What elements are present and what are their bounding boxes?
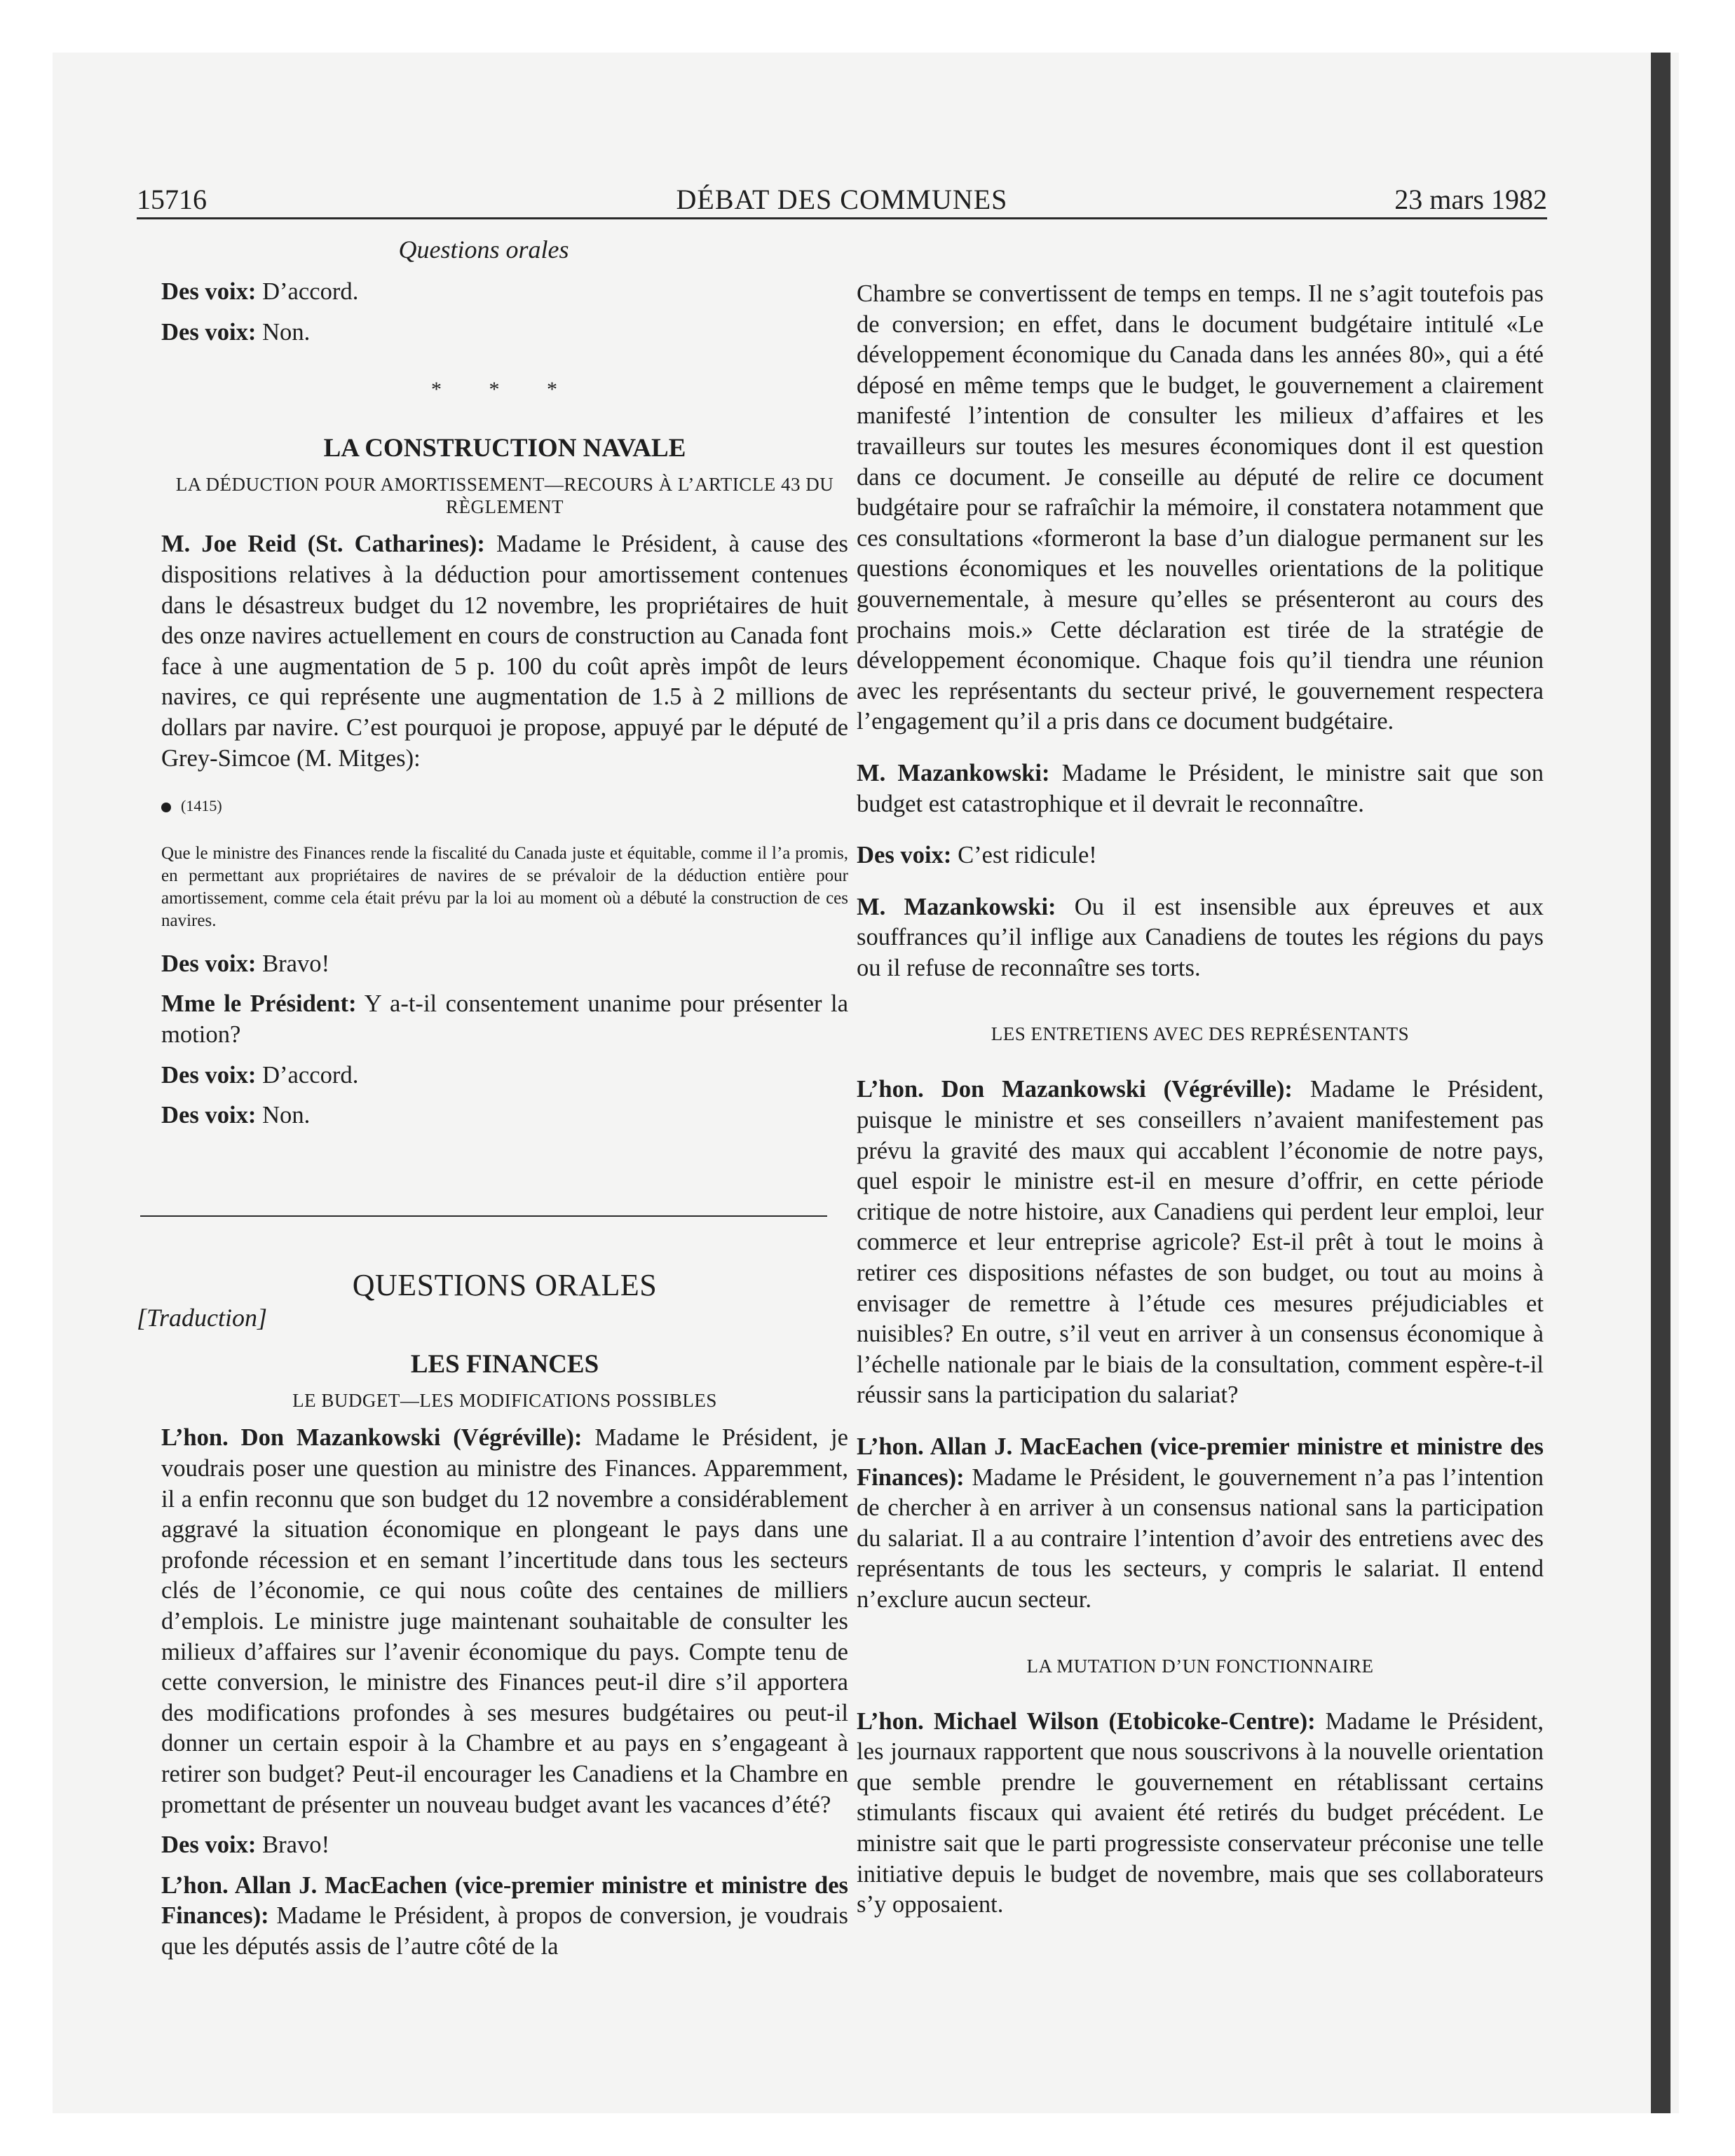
paragraph [161, 1423, 848, 1820]
paragraph [857, 892, 1544, 984]
speaker: M. Joe Reid (St. Catharines): [161, 531, 485, 558]
speaker: Mme le Président: [161, 990, 357, 1018]
paragraph [161, 949, 848, 980]
paragraph [161, 989, 848, 1050]
speech: Madame le Président, le gouvernement n’a pas l’intention de chercher à en arriver à un consensus national sans la participation du salariat. Il a au contraire l’intention d’avoir des entretiens avec des représentants de tous les secteurs, y compris le salariat. Il entend n’exclure aucun secteur. [857, 1464, 1544, 1613]
speaker: Des voix: [161, 318, 257, 346]
left-column [137, 277, 849, 1963]
paragraph [161, 529, 848, 774]
speaker: Des voix: [857, 842, 952, 869]
running-section-title: Questions orales [398, 236, 569, 264]
speaker: L’hon. Don Mazankowski (Végréville): [161, 1424, 583, 1452]
paragraph [161, 1830, 848, 1861]
paragraph [857, 840, 1544, 871]
speaker: Des voix: [161, 1102, 257, 1129]
paragraph [161, 1871, 848, 1963]
section-heading: LES FINANCES [410, 1349, 599, 1379]
paragraph [857, 758, 1544, 819]
section-separator: * * * [431, 378, 578, 402]
publication-title: DÉBAT DES COMMUNES [676, 184, 1008, 215]
page-number: 15716 [137, 184, 207, 215]
speech: Madame le Président, puisque le ministre et ses conseillers n’avaient manifestement pas prévu la gravité des maux qui accablent l’économie de notre pays, quel espoir le ministre est-il en mesure d’offrir, en cette période critique de notre histoire, aux Canadiens qui perdent leur emploi, leur commerce et leur entreprise agricole? Est-il prêt à tout le moins à retirer ces dispositions néfastes de son budget, ou tout au moins à envisager de remettre à l’étude ces mesures préjudiciables et nuisibles? En outre, s’il veut en arriver à un consensus économique à l’échelle nationale par le biais de la consultation, comment espère-t-il réussir sans la participation du salariat? [857, 1076, 1544, 1409]
speech: Madame le Président, à propos de conversion, je voudrais que les députés assis de l’autre côté de la [161, 1902, 848, 1960]
scan-edge-bar [1651, 53, 1671, 2113]
paragraph [161, 1100, 848, 1131]
speaker: L’hon. Allan J. MacEachen (vice-premier ministre et ministre des Finances): [161, 1871, 848, 1930]
right-column [857, 279, 1544, 1920]
section-subheading: LA DÉDUCTION POUR AMORTISSEMENT—RECOURS À L’ARTICLE 43 DU RÈGLEMENT [175, 474, 834, 518]
major-heading: QUESTIONS ORALES [352, 1267, 658, 1302]
speech: Ou il est insensible aux épreuves et aux souffrances qu’il inflige aux Canadiens de toutes les régions du pays ou il refuse de reconnaître ses torts. [857, 893, 1544, 981]
speech: Bravo! [256, 950, 330, 977]
speech: Madame le Président, les journaux rapportent que nous souscrivons à la nouvelle orientation que semble prendre le gouvernement en rétablissant certains stimulants fiscaux qui avaient été retirés du budget précédent. Le ministre sait que le parti progressiste conservateur préconise une telle initiative depuis le budget de novembre, mais que ses collaborateurs s’y opposaient. [857, 1707, 1544, 1918]
motion-text: Que le ministre des Finances rende la fiscalité du Canada juste et équitable, comme il l’a promis, en permettant aux propriétaires de navires de se prévaloir de la déduction entière pour amortissement, comme cela était prévu par la loi au moment où a débuté la construction de ces navires. [161, 843, 848, 930]
speech: Madame le Président, à cause des dispositions relatives à la déduction pour amortissement contenues dans le désastreux budget du 12 novembre, les propriétaires de huit des onze navires actuellement en cours de construction au Canada font face à une augmentation de 5 p. 100 du coût après impôt de leurs navires, ce qui représente une augmentation de 1.5 à 2 millions de dollars par navire. C’est pourquoi je propose, appuyé par le député de Grey-Simcoe (M. Mitges): [161, 531, 848, 772]
speech: Madame le Président, le ministre sait que son budget est catastrophique et il devrait le reconnaître. [857, 759, 1544, 817]
horizontal-rule [140, 1215, 827, 1217]
translation-note: [Traduction] [137, 1304, 268, 1332]
paragraph [161, 277, 848, 308]
paragraph [161, 1060, 848, 1091]
section-subheading: LA MUTATION D’UN FONCTIONNAIRE [1026, 1655, 1374, 1677]
speech: Madame le Président, je voudrais poser une question au ministre des Finances. Apparemment, il a enfin reconnu que son budget du 12 novembre a considérablement aggravé la situation économique en plongeant le pays dans une profonde récession et en semant l’incertitude dans tous les secteurs clés de l’économie, ce qui nous coûte des centaines de milliers d’emplois. Le ministre juge maintenant souhaitable de consulter les milieux d’affaires sur l’avenir économique du pays. Compte tenu de cette conversion, le ministre des Finances peut-il dire s’il apportera des modifications profondes à ses mesures budgétaires ou peut-il donner un certain espoir à la Chambre et au pays en s’engageant à retirer son budget? Peut-il encourager les Canadiens et la Chambre en promettant de présenter un nouveau budget avant les vacances d’été? [161, 1424, 848, 1818]
speaker: M. Mazankowski: [857, 893, 1056, 920]
section-subheading: LE BUDGET—LES MODIFICATIONS POSSIBLES [292, 1390, 717, 1412]
speaker: Des voix: [161, 1831, 257, 1859]
speaker: L’hon. Michael Wilson (Etobicoke-Centre): [857, 1707, 1316, 1735]
section-subheading: LES ENTRETIENS AVEC DES REPRÉSENTANTS [991, 1023, 1410, 1045]
speaker: Des voix: [161, 1061, 257, 1089]
paragraph [857, 1707, 1544, 1920]
paragraph [857, 1074, 1544, 1411]
speaker: L’hon. Allan J. MacEachen (vice-premier ministre et ministre des Finances): [857, 1433, 1544, 1491]
speech: Bravo! [256, 1831, 330, 1859]
speaker: Des voix: [161, 950, 257, 977]
paragraph [161, 318, 848, 348]
speaker: L’hon. Don Mazankowski (Végréville): [857, 1076, 1293, 1103]
page-header [137, 182, 1547, 219]
speech: C’est ridicule! [951, 842, 1097, 869]
speech: D’accord. [256, 278, 359, 305]
speech: Non. [256, 1102, 311, 1129]
speaker: M. Mazankowski: [857, 759, 1050, 786]
speaker: Des voix: [161, 278, 257, 305]
speech: D’accord. [256, 1061, 359, 1089]
bullet-icon [161, 803, 171, 812]
paragraph [857, 1432, 1544, 1616]
timestamp-text: (1415) [181, 797, 222, 815]
speech: Non. [256, 318, 311, 346]
speech: Y a-t-il consentement unanime pour présenter la motion? [161, 990, 849, 1048]
timestamp [161, 791, 848, 821]
page-date: 23 mars 1982 [1394, 184, 1547, 215]
section-heading: LA CONSTRUCTION NAVALE [323, 433, 686, 463]
paragraph: Chambre se convertissent de temps en temps. Il ne s’agit toutefois pas de conversion; en effet, dans le document budgétaire intitulé «Le développement économique du Canada dans les années 80», qui a été déposé en même temps que le budget, le gouvernement a clairement manifesté l’intention de consulter les milieux d’affaires et les travailleurs sur toutes les mesures économiques dont il est question dans ce document. Je conseille au député de relire ce document budgétaire pour se rafraîchir la mémoire, il constatera notamment que ces consultations «formeront la base d’un dialogue permanent sur les questions économiques et les nouvelles orientations de la politique gouvernementale, à mesure qu’elles se présenteront au cours des prochains mois.» Cette déclaration est tirée de la stratégie de développement économique. Chaque fois qu’il tiendra une réunion avec les représentants du secteur privé, le gouvernement respectera l’engagement qu’il a pris dans ce document budgétaire. [857, 280, 1544, 735]
